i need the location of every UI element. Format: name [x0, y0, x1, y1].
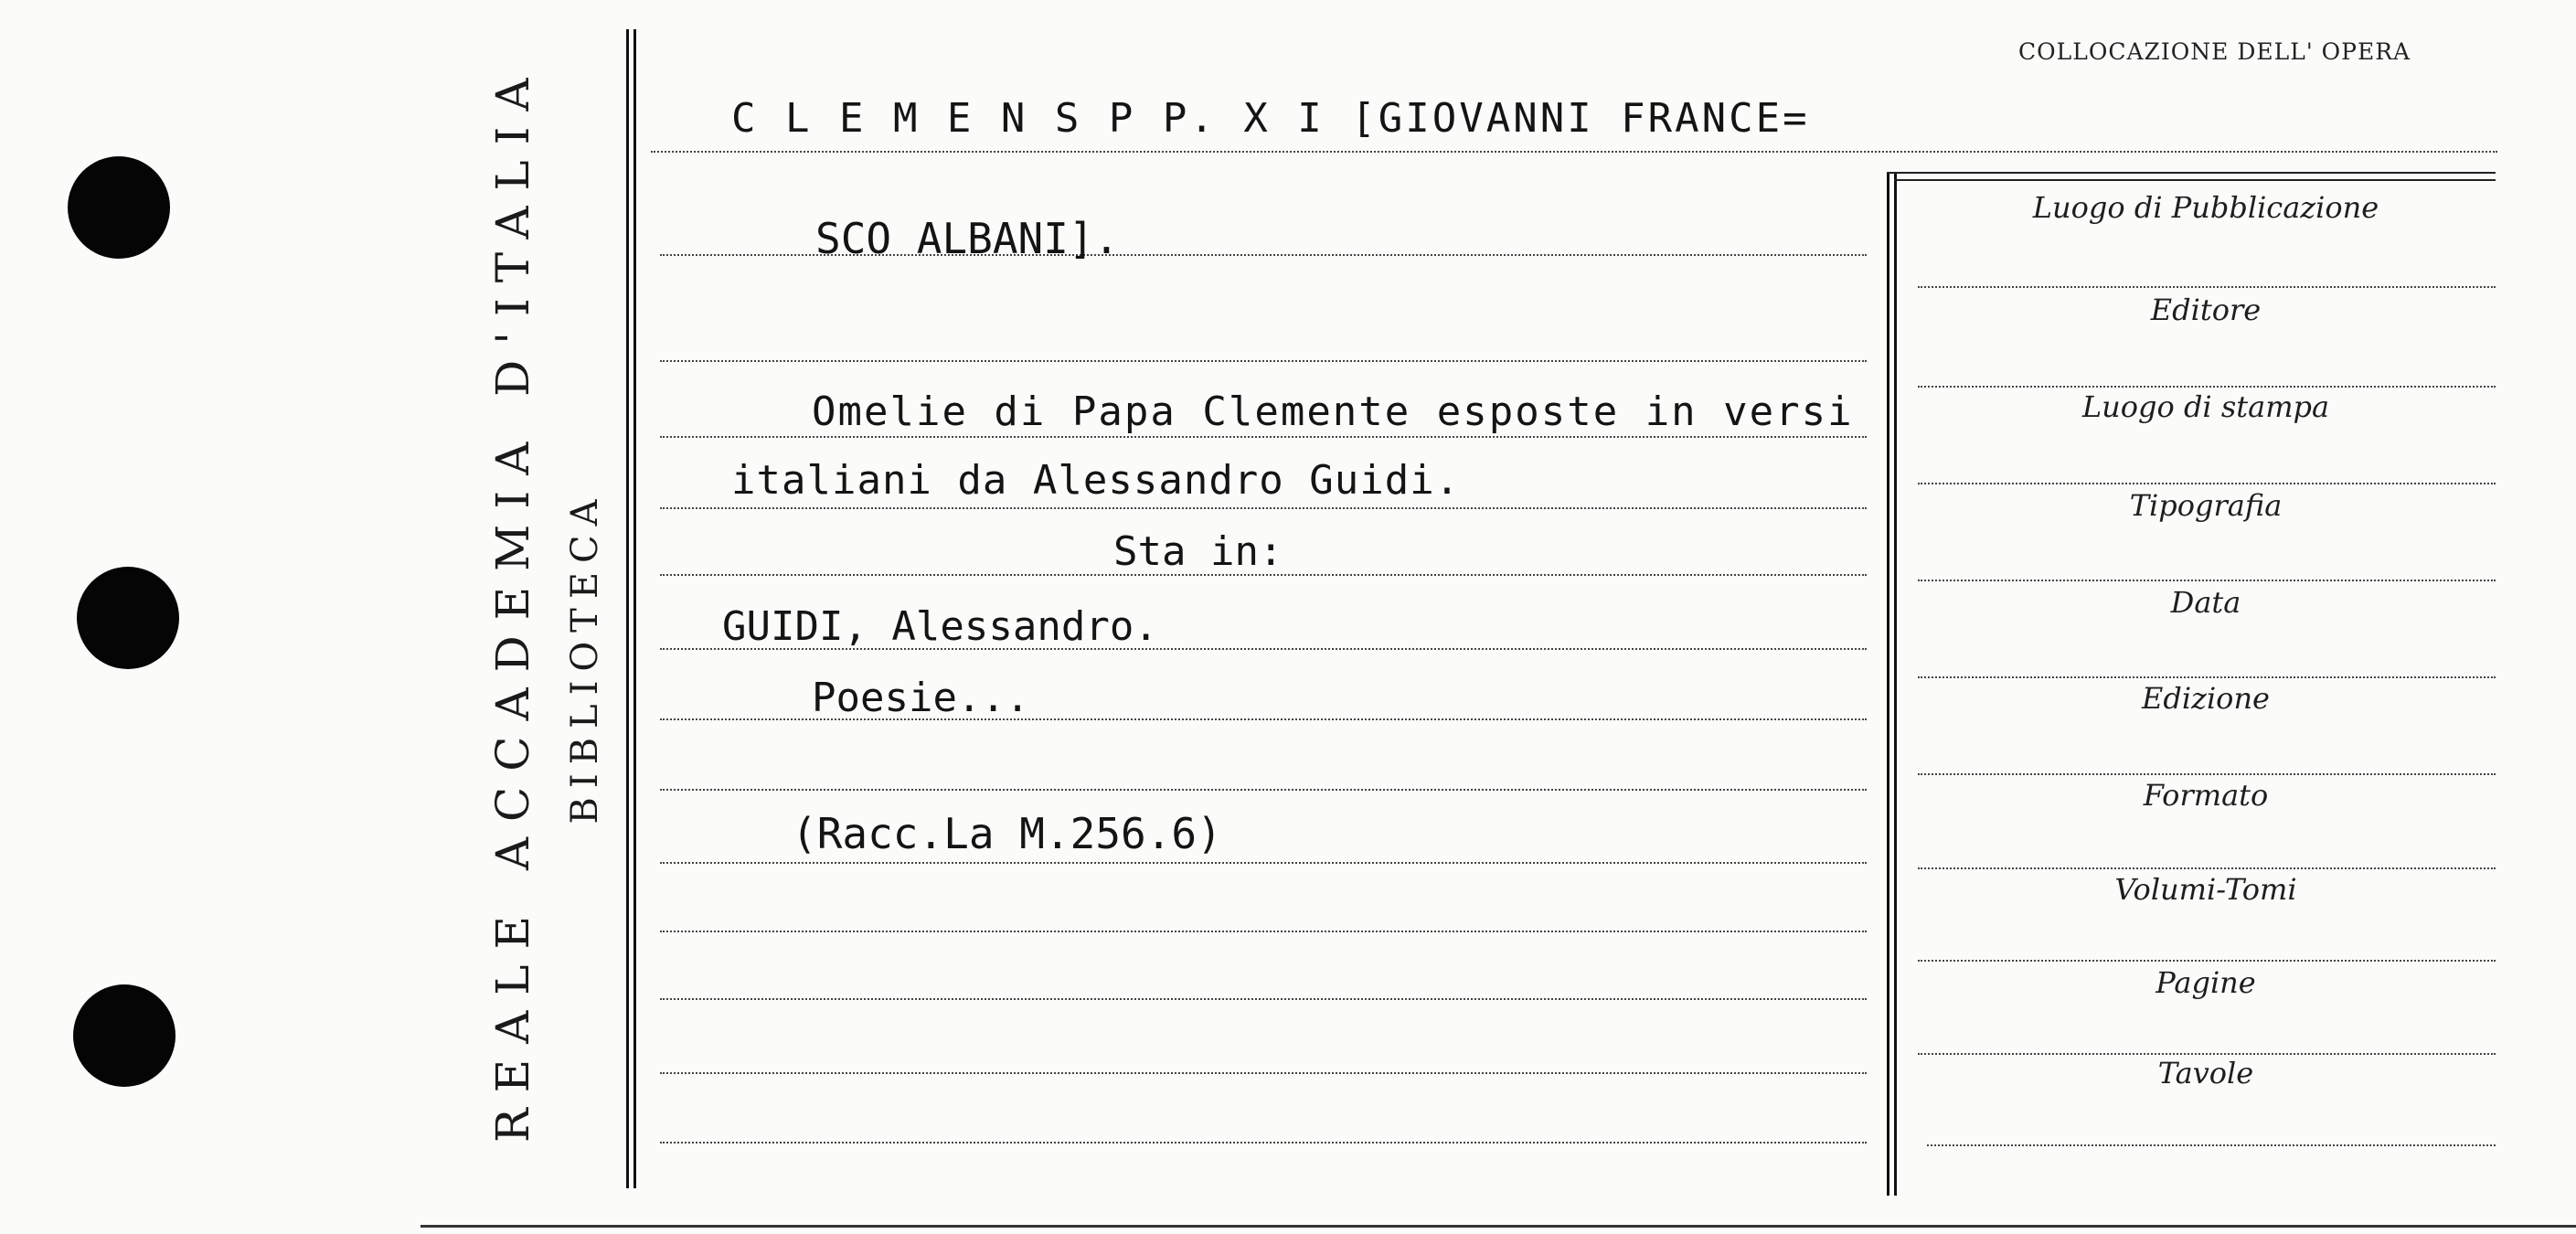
field-rule	[1918, 773, 2496, 775]
field-box-rule-inner	[1894, 172, 1897, 1196]
author-line-2: SCO ALBANI].	[815, 214, 1120, 263]
host-title: Poesie...	[812, 675, 1030, 721]
field-rule	[1918, 1053, 2496, 1055]
field-volumes: Volumi-Tomi	[2114, 872, 2297, 907]
field-plates: Tavole	[2157, 1056, 2254, 1090]
shelfmark: (Racc.La M.256.6)	[792, 809, 1222, 858]
card-bottom-edge	[420, 1225, 2576, 1228]
field-rule	[1918, 386, 2496, 388]
title-line-1: Omelie di Papa Clemente esposte in versi	[812, 388, 1854, 435]
punch-hole-top	[68, 156, 170, 259]
institution-name: REALE ACCADEMIA D'ITALIA	[486, 62, 539, 1143]
field-rule	[1918, 580, 2496, 581]
author-line-1: C L E M E N S P P. X I [GIOVANNI FRANCE=	[731, 95, 1810, 142]
field-publisher: Editore	[2150, 293, 2262, 327]
field-pages: Pagine	[2156, 965, 2256, 1000]
field-rule	[1918, 286, 2496, 288]
field-box-rule	[1887, 172, 1889, 1196]
entry-rule	[660, 998, 1867, 1000]
title-line-2: italiani da Alessandro Guidi.	[731, 457, 1461, 504]
entry-rule	[660, 862, 1867, 864]
field-rule	[1918, 483, 2496, 484]
entry-rule	[660, 789, 1867, 791]
entry-rule	[660, 507, 1867, 509]
field-box-top-rule-inner	[1894, 179, 2496, 181]
entry-rule	[660, 436, 1867, 438]
location-label: COLLOCAZIONE DELL' OPERA	[2018, 38, 2411, 65]
entry-rule	[660, 1142, 1867, 1144]
entry-rule	[660, 1072, 1867, 1074]
entry-rule	[651, 151, 2497, 153]
punch-hole-bottom	[73, 984, 176, 1087]
field-rule	[1918, 867, 2496, 869]
entry-rule	[660, 931, 1867, 932]
contained-in-label: Sta in:	[1113, 528, 1283, 575]
field-place-of-publication: Luogo di Pubblicazione	[2032, 190, 2379, 225]
field-format: Formato	[2143, 778, 2269, 813]
field-date: Data	[2170, 585, 2241, 620]
field-printer: Tipografia	[2129, 488, 2283, 523]
field-edition: Edizione	[2142, 681, 2270, 716]
field-box-top-rule	[1887, 172, 2496, 174]
left-rule	[626, 29, 629, 1188]
field-rule	[1918, 676, 2496, 678]
field-rule	[1918, 960, 2496, 962]
department-name: BIBLIOTECA	[564, 490, 606, 824]
punch-hole-middle	[77, 567, 179, 669]
host-author: GUIDI, Alessandro.	[722, 603, 1158, 650]
left-rule-inner	[633, 29, 636, 1188]
field-place-of-printing: Luogo di stampa	[2081, 389, 2330, 424]
entry-rule	[660, 360, 1867, 362]
field-rule	[1927, 1144, 2496, 1146]
